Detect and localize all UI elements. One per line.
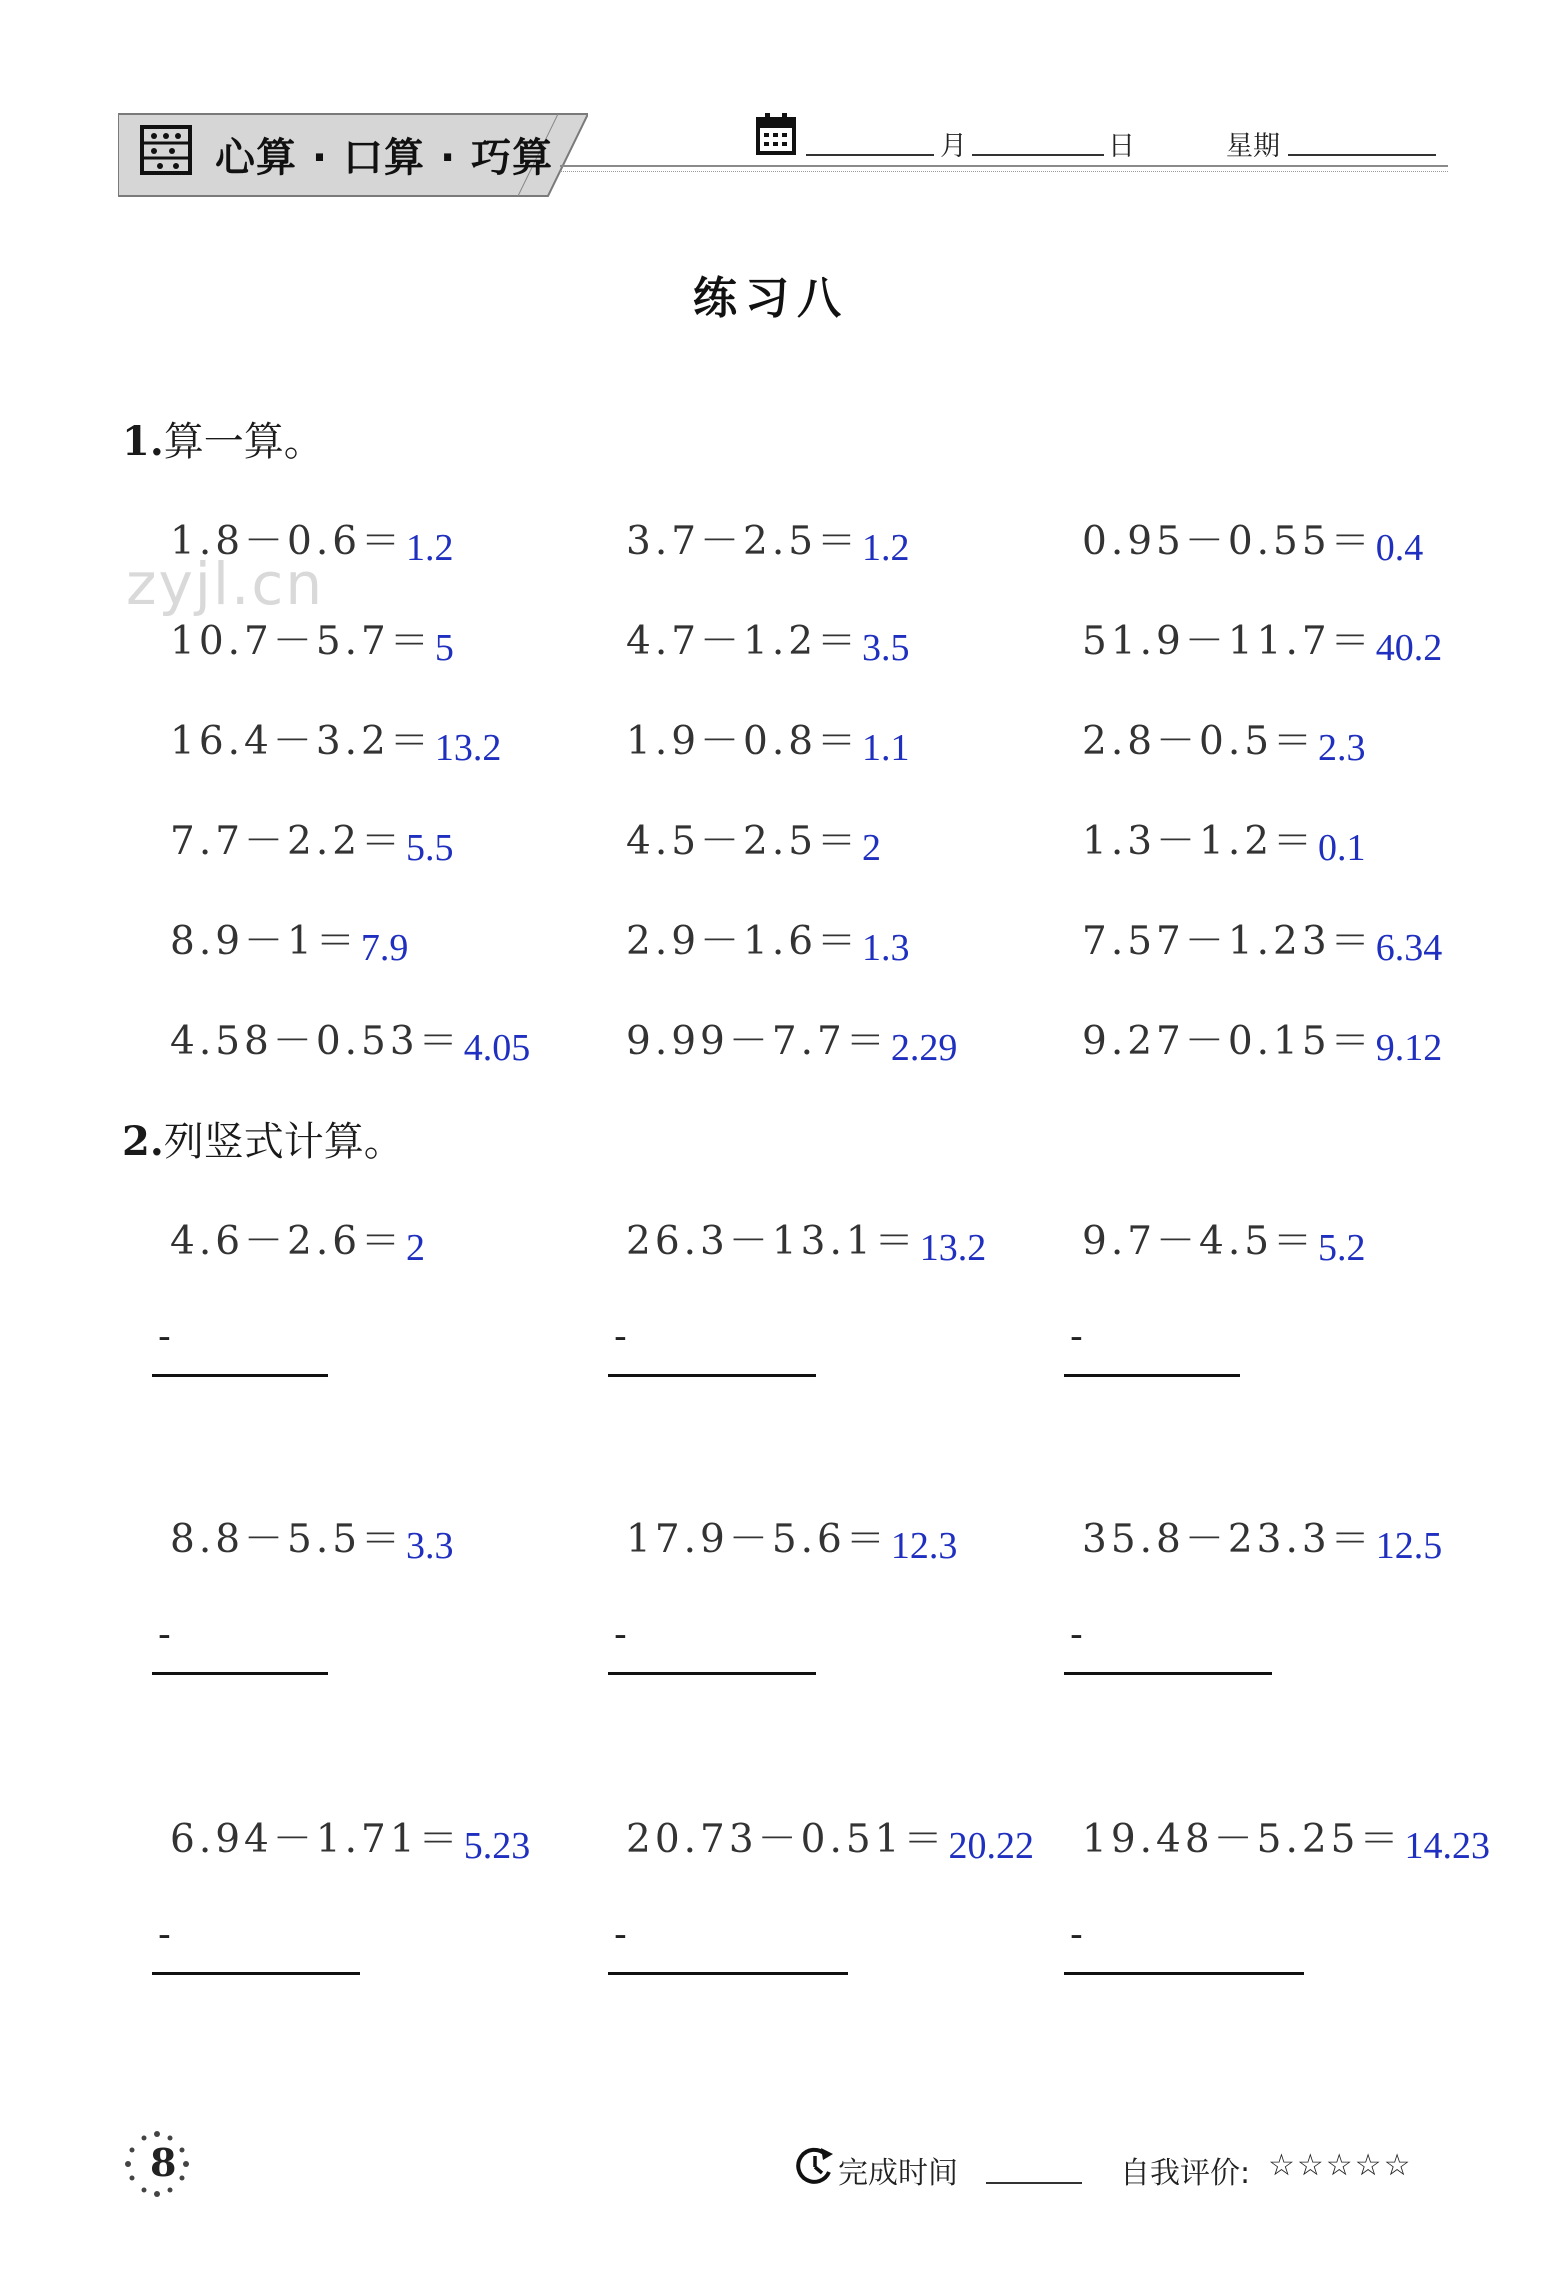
minus-sign: - xyxy=(158,1912,171,1956)
day-label: 日 xyxy=(1108,131,1135,162)
exercise-item xyxy=(1082,1210,1366,1269)
section1-heading xyxy=(122,410,324,467)
exercise-item xyxy=(170,1210,426,1269)
exercise-expression: 17.9－5.6＝ xyxy=(626,1517,889,1562)
exercise-expression: 1.9－0.8＝ xyxy=(626,719,861,764)
exercise-item xyxy=(1082,810,1366,869)
section2-heading xyxy=(122,1110,404,1167)
abacus-icon xyxy=(140,125,192,175)
page-number: 8 xyxy=(150,2140,177,2185)
exercise-answer[interactable]: 20.22 xyxy=(948,1825,1034,1867)
exercise-answer[interactable]: 13.2 xyxy=(434,727,502,769)
exercise-answer[interactable]: 5.23 xyxy=(463,1825,531,1867)
exercise-item xyxy=(626,1508,958,1567)
exercise-item xyxy=(170,1808,531,1867)
exercise-answer[interactable]: 12.3 xyxy=(890,1525,958,1567)
exercise-answer[interactable]: 2 xyxy=(406,1227,426,1269)
exercise-answer[interactable]: 40.2 xyxy=(1375,627,1443,669)
watermark: zyjl.cn xyxy=(126,550,325,618)
exercise-answer[interactable]: 2.29 xyxy=(890,1027,958,1069)
exercise-answer[interactable]: 12.5 xyxy=(1375,1525,1443,1567)
minus-sign: - xyxy=(1070,1314,1083,1358)
minus-sign: - xyxy=(158,1314,171,1358)
calendar-icon xyxy=(755,112,797,156)
exercise-expression: 19.48－5.25＝ xyxy=(1082,1817,1403,1862)
minus-sign: - xyxy=(1070,1912,1083,1956)
result-line xyxy=(1064,1972,1304,1975)
month-blank[interactable] xyxy=(806,154,934,156)
exercise-item xyxy=(626,810,882,869)
weekday-blank[interactable] xyxy=(1288,154,1436,156)
exercise-expression: 1.3－1.2＝ xyxy=(1082,819,1317,864)
exercise-item xyxy=(626,510,910,569)
exercise-answer[interactable]: 2 xyxy=(862,827,882,869)
exercise-expression: 8.8－5.5＝ xyxy=(170,1517,405,1562)
exercise-expression: 0.95－0.55＝ xyxy=(1082,519,1374,564)
exercise-item xyxy=(1082,710,1366,769)
exercise-answer[interactable]: 2.3 xyxy=(1318,727,1366,769)
exercise-expression: 3.7－2.5＝ xyxy=(626,519,861,564)
section1-number: 1. xyxy=(122,418,164,465)
exercise-item xyxy=(1082,1808,1490,1867)
exercise-answer[interactable]: 1.2 xyxy=(406,527,454,569)
exercise-answer[interactable]: 5 xyxy=(434,627,454,669)
exercise-item xyxy=(626,1808,1034,1867)
exercise-expression: 16.4－3.2＝ xyxy=(170,719,433,764)
minus-sign: - xyxy=(614,1612,627,1656)
exercise-expression: 20.73－0.51＝ xyxy=(626,1817,947,1862)
exercise-answer[interactable]: 13.2 xyxy=(919,1227,987,1269)
exercise-expression: 9.7－4.5＝ xyxy=(1082,1219,1317,1264)
exercise-answer[interactable]: 5.2 xyxy=(1318,1227,1366,1269)
clock-arrow-icon xyxy=(795,2146,835,2186)
exercise-answer[interactable]: 7.9 xyxy=(360,927,409,969)
exercise-expression: 9.99－7.7＝ xyxy=(626,1019,889,1064)
banner-title: 心算 · 口算 · 巧算 xyxy=(215,135,554,181)
exercise-item xyxy=(1082,1508,1443,1567)
minus-sign: - xyxy=(614,1314,627,1358)
exercise-item xyxy=(626,910,910,969)
header-rule-dotted xyxy=(560,171,1448,172)
exercise-item xyxy=(626,710,910,769)
minus-sign: - xyxy=(614,1912,627,1956)
exercise-expression: 7.57－1.23＝ xyxy=(1082,919,1374,964)
exercise-expression: 4.6－2.6＝ xyxy=(170,1219,405,1264)
day-blank[interactable] xyxy=(972,154,1104,156)
exercise-answer[interactable]: 5.5 xyxy=(406,827,454,869)
exercise-answer[interactable]: 1.2 xyxy=(862,527,910,569)
exercise-item xyxy=(1082,910,1443,969)
exercise-item xyxy=(170,1508,454,1567)
exercise-expression: 1.8－0.6＝ xyxy=(170,519,405,564)
minus-sign: - xyxy=(158,1612,171,1656)
exercise-item xyxy=(170,710,502,769)
exercise-item xyxy=(1082,1010,1443,1069)
result-line xyxy=(1064,1672,1272,1675)
exercise-item xyxy=(626,610,910,669)
exercise-answer[interactable]: 14.23 xyxy=(1404,1825,1490,1867)
exercise-answer[interactable]: 3.5 xyxy=(862,627,910,669)
rating-stars[interactable]: ☆☆☆☆☆ xyxy=(1268,2148,1413,2183)
exercise-expression: 10.7－5.7＝ xyxy=(170,619,433,664)
exercise-item xyxy=(1082,510,1424,569)
completion-time-label: 完成时间 xyxy=(838,2156,958,2191)
exercise-expression: 2.9－1.6＝ xyxy=(626,919,861,964)
exercise-expression: 4.5－2.5＝ xyxy=(626,819,861,864)
result-line xyxy=(608,1374,816,1377)
exercise-answer[interactable]: 1.3 xyxy=(862,927,910,969)
exercise-expression: 4.58－0.53＝ xyxy=(170,1019,462,1064)
exercise-answer[interactable]: 4.05 xyxy=(463,1027,531,1069)
exercise-item xyxy=(170,510,454,569)
exercise-expression: 51.9－11.7＝ xyxy=(1082,619,1374,664)
minus-sign: - xyxy=(1070,1612,1083,1656)
exercise-item xyxy=(170,1010,531,1069)
exercise-item xyxy=(170,910,409,969)
result-line xyxy=(608,1672,816,1675)
exercise-answer[interactable]: 3.3 xyxy=(406,1525,454,1567)
exercise-expression: 8.9－1＝ xyxy=(170,919,359,964)
exercise-item xyxy=(170,610,454,669)
result-line xyxy=(152,1374,328,1377)
exercise-expression: 2.8－0.5＝ xyxy=(1082,719,1317,764)
exercise-expression: 6.94－1.71＝ xyxy=(170,1817,462,1862)
exercise-answer[interactable]: 0.4 xyxy=(1375,527,1424,569)
exercise-expression: 26.3－13.1＝ xyxy=(626,1219,918,1264)
completion-time-blank[interactable] xyxy=(986,2182,1082,2184)
result-line xyxy=(152,1972,360,1975)
header-rule xyxy=(560,165,1448,167)
section1-title: 算一算。 xyxy=(163,419,324,465)
exercise-item xyxy=(626,1010,958,1069)
exercise-answer[interactable]: 0.1 xyxy=(1318,827,1366,869)
exercise-answer[interactable]: 1.1 xyxy=(862,727,910,769)
self-eval-label: 自我评价: xyxy=(1120,2156,1251,2191)
weekday-label: 星期 xyxy=(1226,131,1280,162)
exercise-expression: 4.7－1.2＝ xyxy=(626,619,861,664)
exercise-expression: 7.7－2.2＝ xyxy=(170,819,405,864)
result-line xyxy=(1064,1374,1240,1377)
exercise-item xyxy=(626,1210,987,1269)
exercise-answer[interactable]: 9.12 xyxy=(1375,1027,1443,1069)
result-line xyxy=(608,1972,848,1975)
exercise-answer[interactable]: 6.34 xyxy=(1375,927,1443,969)
month-label: 月 xyxy=(940,131,967,162)
result-line xyxy=(152,1672,328,1675)
section2-title: 列竖式计算。 xyxy=(163,1119,404,1165)
exercise-expression: 35.8－23.3＝ xyxy=(1082,1517,1374,1562)
exercise-item xyxy=(170,810,454,869)
exercise-expression: 9.27－0.15＝ xyxy=(1082,1019,1374,1064)
page-title: 练习八 xyxy=(693,273,849,324)
section2-number: 2. xyxy=(122,1118,164,1165)
exercise-item xyxy=(1082,610,1443,669)
